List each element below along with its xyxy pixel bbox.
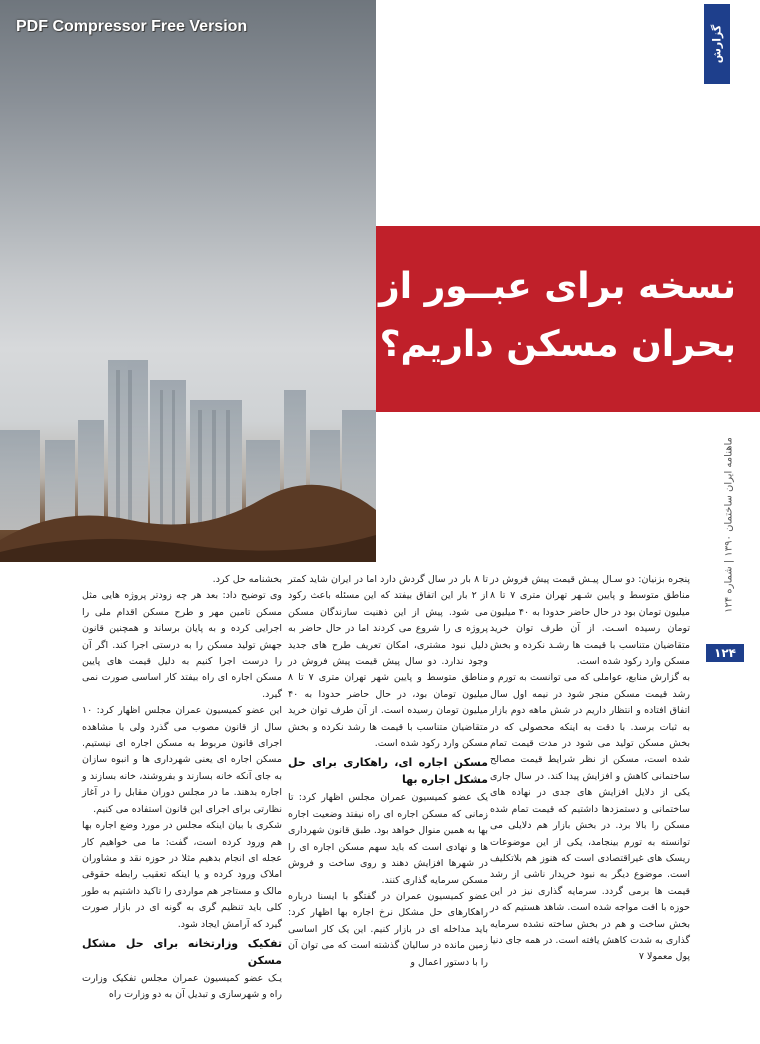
city-skyline-illustration [0,0,376,562]
paragraph: پنجره بزنیان: دو سـال پیـش قیمت پیش فروش در مناطق متوسط و پایین شـهر تهران متری ۷ تا ۸ میلیون تومان بود در حال حاضر حدودا به ۴۰ میلیون تومان رسیده اسـت. از آن طرف توان خرید متقاضیان متناسب با قیمت ها رشـد نکرده و بخش مسکن وارد رکود شده است. [489,574,691,668]
hero-image [0,0,376,562]
paragraph: یک عضو کمیسیون عمران مجلس اظهار کرد: تا زمانی که مسکن اجاره ای راه نیفتد وضعیت اجاره بها به همین منوال خواهد بود. طبق قانون شهرداری ها و نهادی است که باید سهم مسکن اجاره ای را در شهرها افزایش دهند و روی ساخت و فروش مسکن سرمایه گذاری کنند. [288,792,488,886]
watermark: PDF Compressor Free Version [16,18,248,35]
text-column-1 [490,572,690,966]
article-title-line2: بحران مسکن داریم؟ [379,324,736,365]
section-tab [704,4,730,84]
paragraph: یـک عضو کمیسیون عمران مجلس تفکیک وزارت راه و شهرسازی و تبدیل آن به دو وزارت راه [82,972,282,1001]
paragraph: تا ۸ بار در سال گردش دارد اما در ایران شاید کمتر از ۲ بار این اتفاق بیفتد که این مسئله باعث رکود می شود. پیش از این ذهنیت سازندگان مسکن پروژه ی را شروع می کردند اما در حال حاضر به دلیل نبود مشتری، امکان تعریف طرح های جدید وجود ندارد. دو سال پیش قیمت پیش فروش در مناطق متوسط و پایین شهر تهران متری ۷ تا ۸ میلیون تومان بود، در حال حاضر حدودا به ۴۰ میلیون تومان رسیده است. از آن طرف توان خرید متقاضیان متناسب با قیمت ها رشد نکرده و بخش مسکن وارد رکود شده است. [288,574,489,750]
paragraph: عضو کمیسیون عمران در گفتگو با ایسنا درباره راهکارهای حل مشکل نرخ اجاره بها اظهار کرد: باید مداخله ای در بازار کنیم. این یک کار اساسی زمین مانده در سالیان گذشته است که می توان آن را با دستور اعمال و [288,890,488,968]
paragraph: این عضو کمیسیون عمران مجلس اظهار کرد: ۱۰ سال از قانون مصوب می گذرد ولی با مشاهده اجرای قانون مربوط به مسکن اجاره ای نیستیم. مسکن اجاره ای یعنی شهرداری ها و انبوه سازان به جای آنکه خانه بسازند و بفروشند، خانه بسازند و اجاره بدهند. ما در مجلس دوران مقابل را در آغاز نظارتی برای اجرای این قانون استفاده می کنیم. [82,705,282,815]
paragraph: به گزارش منابع، عواملی که می توانست به تورم و رشد قیمت مسکن منجر شود در نیمه اول سال اتفاق افتاده و انتظار داریم در شش ماهه دوم بازار به ثبات برسد. با دقت به اینکه محصولی که در بخش مسکن تولید می شود در مدت قیمت تمام شده است، مسکن از نظر شرایط قیمت مصالح ساختمانی کاهش و افزایش پیدا کند. در سال جاری یکی از دلایل افزایش های جدی در نهاده های ساختمانی و دستمزدها داشتیم که قیمت تمام شده مسکن را بالا برد. در بخش بازار هم دلایلی می توانسته به تورم بینجامد، یکی از این موضوعات ریسک های غیراقتصادی است که هنوز هم بلاتکلیف است. موضوع دیگر به نبود خریدار ناشی از رشد قیمت ها برمی گردد. سرمایه گذاری نیز در این حوزه با افت مواجه شده است. شاهد هستیم که در بخش ساخت و هم در بخش ساخته نشده سرمایه گذاری به شدت کاهش یافته است. در همه جای دنیا پول معمولا ۷ [490,672,690,963]
section-heading: تفکیک وزارتخانه برای حل مشکل مسکن [82,936,282,967]
publication-meta [722,420,736,630]
text-column-2 [288,572,488,971]
text-column-3 [82,572,282,1004]
section-heading: مسکن اجاره ای، راهکاری برای حل مشکل اجاره بها [288,756,488,787]
article-title-box [376,226,760,412]
article-title-line1: نسخه برای عبــور از [378,266,736,307]
paragraph: بخشنامه حل کرد. [212,574,282,585]
paragraph: وی توضیح داد: بعد هر چه زودتر پروژه هایی مثل مسکن تامین مهر و طرح مسکن اقدام ملی را اجرایی کرده و به پایان برساند و همچنین قانون جهش تولید مسکن را به درستی اجرا کند. اگر آن را درست اجرا کنیم به دلیل قیمت های پایین مسکن اجاره ای راه بیفتد کار اساسی صورت نمی گیرد. [82,590,282,700]
section-tab-label: گزارش [710,24,724,64]
publication-meta-text: ماهنامه ایران ساختمان ۱۳۹۰ | شماره ۱۲۴ [723,437,735,613]
page-number: ۱۲۴ [706,644,744,662]
paragraph: شکری با بیان اینکه مجلس در مورد وضع اجاره بها هم ورود کرده است، گفت: ما می خواهیم کار عجله ای انجام بدهیم مثلا در حوزه نقد و مشاوران املاک ورود کرده و یا اینکه تعقیب رابطه حقوقی مالک و مستاجر هم مواردی را تاکید داشتیم به طور کلی باید تنظیم گری به گونه ای در بازار صورت گیرد که آرامش ایجاد شود. [82,820,282,930]
